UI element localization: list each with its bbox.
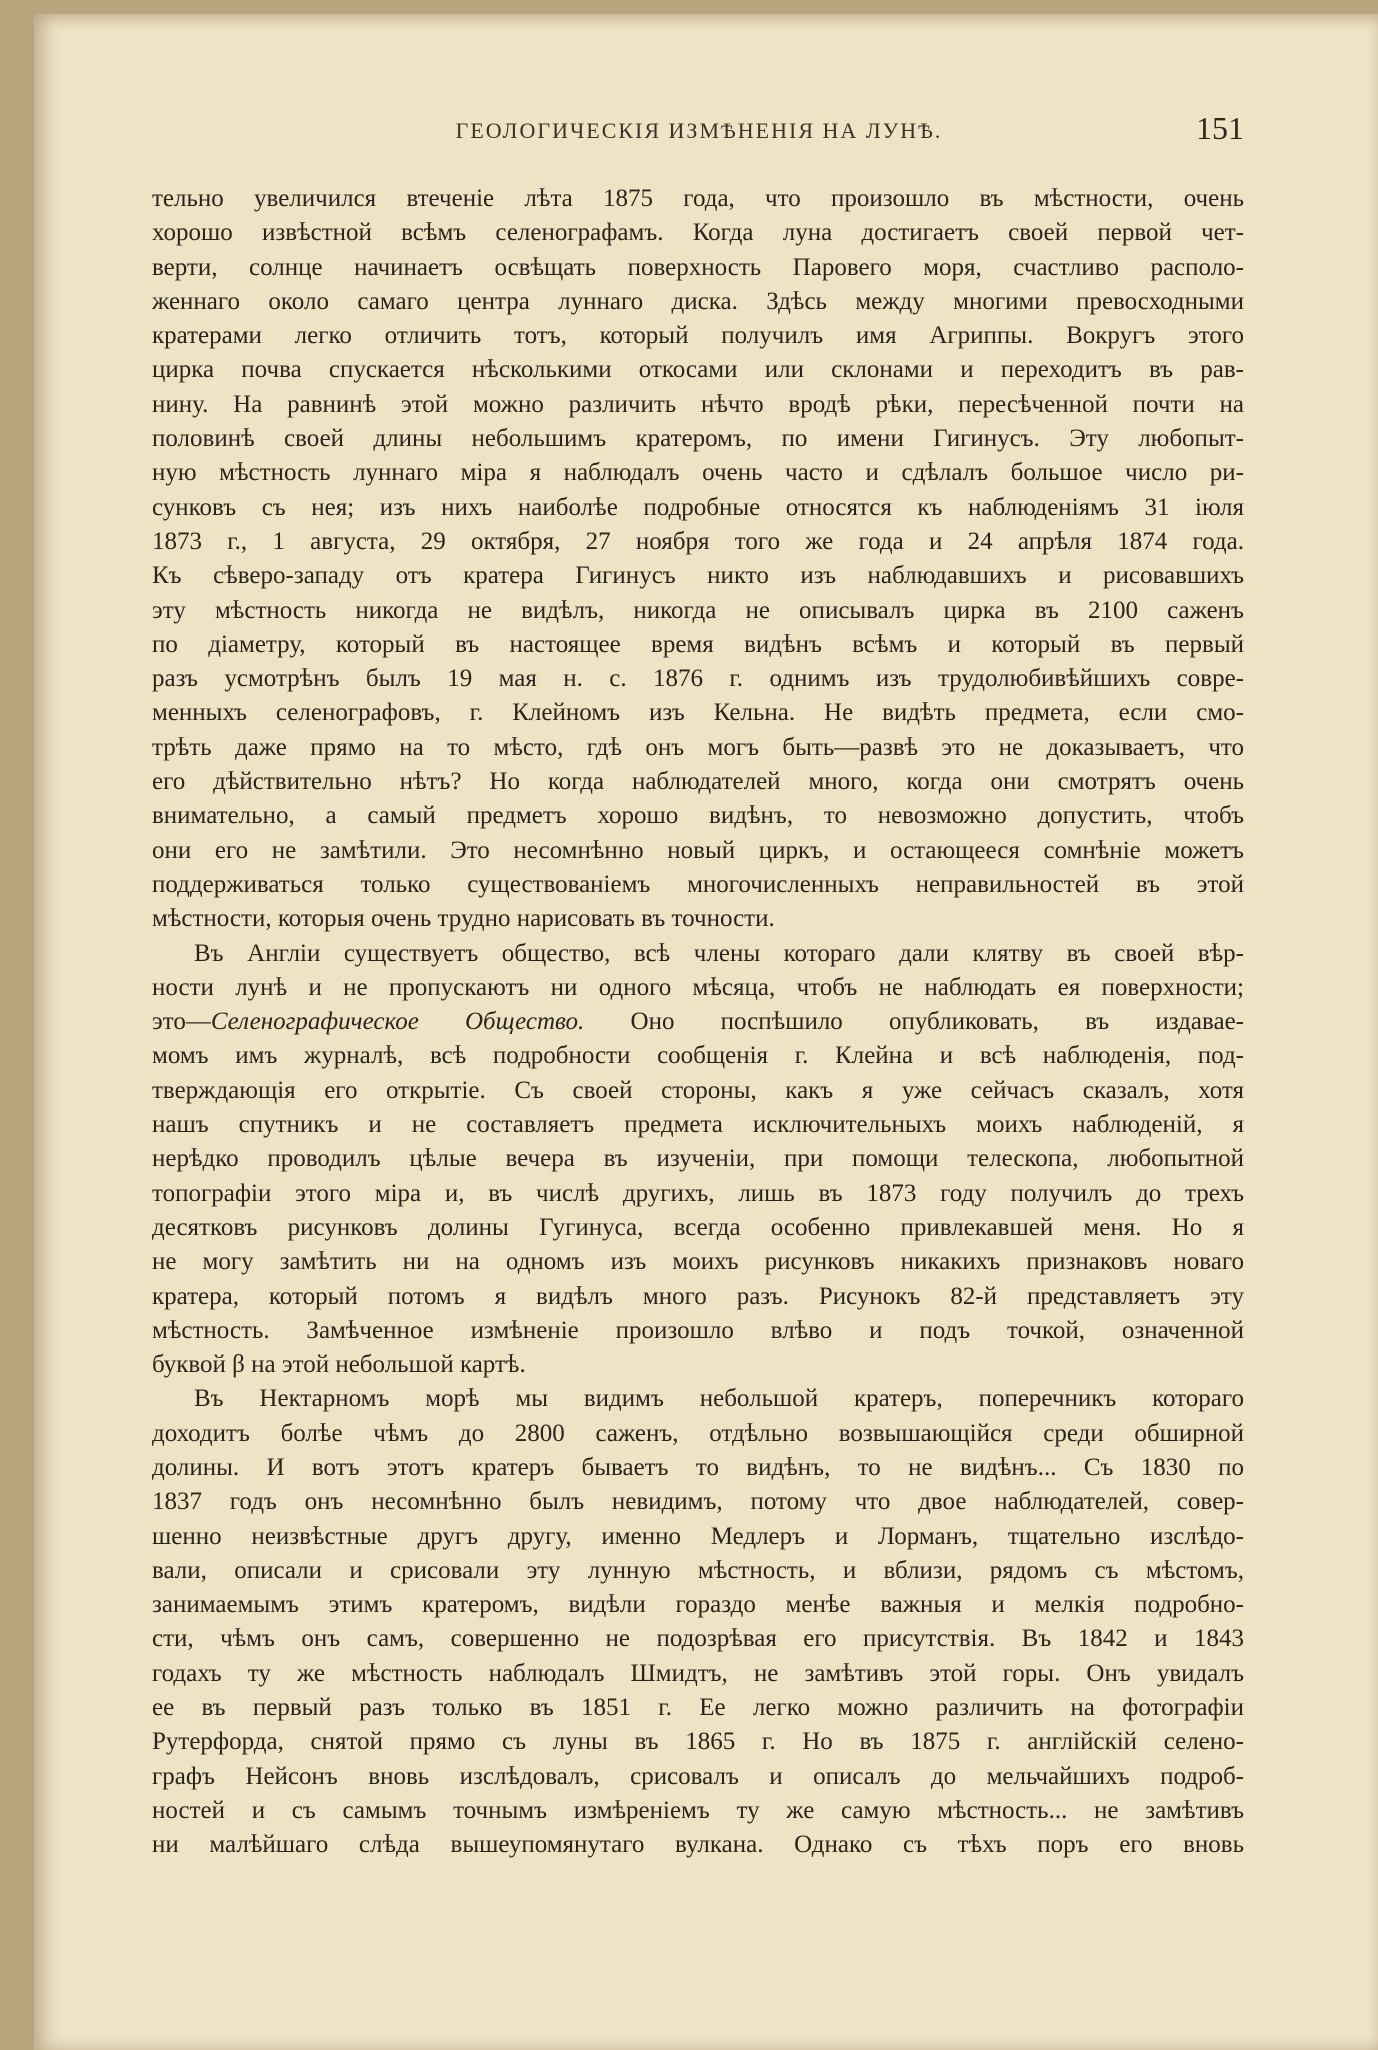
text-line — [152, 182, 1244, 216]
text-segment: половинѣ своей длины небольшимъ кратеромъ, по имени Гигинусъ. Эту любопыт- — [152, 425, 1244, 453]
text-line — [152, 1142, 1244, 1176]
text-line — [152, 1417, 1244, 1451]
text-segment: годахъ ту же мѣстность наблюдалъ Шмидтъ, не замѣтивъ этой горы. Онъ увидалъ — [152, 1659, 1244, 1687]
text-segment: кратерами легко отличить тотъ, который получилъ имя Агриппы. Вокругъ этого — [152, 322, 1244, 350]
text-segment: момъ имъ журналѣ, всѣ подробности сообщенія г. Клейна и всѣ наблюденія, под- — [152, 1042, 1244, 1070]
text-line — [152, 1005, 1244, 1039]
paragraph — [152, 182, 1244, 937]
text-line — [152, 1245, 1244, 1279]
text-segment: разъ усмотрѣнъ былъ 19 мая н. с. 1876 г. однимъ изъ трудолюбивѣйшихъ совре- — [152, 665, 1244, 693]
text-line — [152, 1485, 1244, 1519]
text-segment: сти, чѣмъ онъ самъ, совершенно не подозрѣвая его присутствія. Въ 1842 и 1843 — [152, 1625, 1244, 1653]
text-segment: нину. На равнинѣ этой можно различить нѣчто вродѣ рѣки, пересѣченной почти на — [152, 390, 1244, 418]
text-line — [152, 456, 1244, 490]
text-line — [152, 559, 1244, 593]
text-line — [152, 1760, 1244, 1794]
text-line — [152, 216, 1244, 250]
text-line — [152, 319, 1244, 353]
text-segment: по діаметру, который въ настоящее время видѣнъ всѣмъ и который въ первый — [152, 630, 1244, 658]
text-segment: мѣстность. Замѣченное измѣненіе произошло влѣво и подъ точкой, означенной — [152, 1316, 1244, 1344]
text-line — [152, 1828, 1244, 1862]
text-line — [152, 662, 1244, 696]
text-segment: 1837 годъ онъ несомнѣнно былъ невидимъ, потому что двое наблюдателей, совер- — [152, 1488, 1244, 1516]
text-line — [152, 1520, 1244, 1554]
text-segment: графъ Нейсонъ вновь изслѣдовалъ, срисовалъ и описалъ до мельчайшихъ подроб- — [152, 1762, 1244, 1790]
text-line — [152, 1074, 1244, 1108]
text-segment: трѣть даже прямо на то мѣсто, гдѣ онъ могъ быть—развѣ это не доказываетъ, что — [152, 733, 1244, 761]
text-line — [152, 971, 1244, 1005]
text-line — [152, 1314, 1244, 1348]
running-title: ГЕОЛОГИЧЕСКІЯ ИЗМѢНЕНІЯ НА ЛУНѢ. — [455, 118, 943, 143]
text-line — [152, 1794, 1244, 1828]
text-segment: мѣстности, которыя очень трудно нарисовать въ точности. — [152, 905, 775, 933]
text-segment: десятковъ рисунковъ долины Гугинуса, всегда особенно привлекавшей меня. Но я — [152, 1213, 1244, 1241]
text-segment: Селенографическое Общество. — [210, 1008, 585, 1036]
text-segment: это— — [152, 1008, 211, 1036]
text-segment: верти, солнце начинаетъ освѣщать поверхность Паровего моря, счастливо располо- — [152, 253, 1244, 281]
text-line — [152, 834, 1244, 868]
text-line — [152, 285, 1244, 319]
text-segment: хорошо извѣстной всѣмъ селенографамъ. Когда луна достигаетъ своей первой чет- — [152, 219, 1244, 247]
text-line — [152, 1451, 1244, 1485]
text-line — [152, 422, 1244, 456]
body-text — [152, 182, 1244, 1863]
text-segment: буквой β на этой небольшой картѣ. — [152, 1351, 526, 1379]
text-line — [152, 1588, 1244, 1622]
text-line — [152, 251, 1244, 285]
page-number: 151 — [1196, 110, 1244, 146]
text-segment: доходитъ болѣе чѣмъ до 2800 саженъ, отдѣльно возвышающійся среди обширной — [152, 1419, 1244, 1447]
text-segment: кратера, который потомъ я видѣлъ много разъ. Рисунокъ 82-й представляетъ эту — [152, 1282, 1244, 1310]
text-segment: долины. И вотъ этотъ кратеръ бываетъ то видѣнъ, то не видѣнъ... Съ 1830 по — [152, 1453, 1244, 1481]
text-line — [152, 1211, 1244, 1245]
text-line — [152, 1657, 1244, 1691]
text-line — [152, 1177, 1244, 1211]
text-segment: его дѣйствительно нѣтъ? Но когда наблюдателей много, когда они смотрятъ очень — [152, 768, 1244, 796]
text-segment: нашъ спутникъ и не составляетъ предмета исключительныхъ моихъ наблюденій, я — [152, 1111, 1244, 1139]
text-line — [152, 696, 1244, 730]
paragraph — [152, 937, 1244, 1383]
text-segment: менныхъ селенографовъ, г. Клейномъ изъ Кельна. Не видѣть предмета, если смо- — [152, 699, 1244, 727]
text-segment: тельно увеличился втеченіе лѣта 1875 года, что произошло въ мѣстности, очень — [152, 185, 1244, 212]
text-line — [152, 1691, 1244, 1725]
text-line — [152, 1725, 1244, 1759]
text-segment: они его не замѣтили. Это несомнѣнно новый циркъ, и остающееся сомнѣніе можетъ — [152, 836, 1244, 864]
text-line — [152, 765, 1244, 799]
text-segment: топографіи этого міра и, въ числѣ другихъ, лишь въ 1873 году получилъ до трехъ — [152, 1179, 1244, 1207]
text-line — [152, 799, 1244, 833]
text-segment: поддерживаться только существованіемъ многочисленныхъ неправильностей въ этой — [152, 870, 1244, 898]
text-segment: сунковъ съ нея; изъ нихъ наиболѣе подробные относятся къ наблюденіямъ 31 іюля — [152, 493, 1244, 521]
text-line — [152, 594, 1244, 628]
text-line — [152, 1280, 1244, 1314]
text-segment: Къ сѣверо-западу отъ кратера Гигинусъ никто изъ наблюдавшихъ и рисовавшихъ — [152, 562, 1244, 590]
book-page — [34, 14, 1378, 2050]
text-segment: не могу замѣтить ни на одномъ изъ моихъ рисунковъ никакихъ признаковъ новаго — [152, 1248, 1244, 1276]
text-line — [152, 1108, 1244, 1142]
text-segment: занимаемымъ этимъ кратеромъ, видѣли гораздо менѣе важныя и мелкія подробно- — [152, 1591, 1244, 1619]
text-segment: внимательно, а самый предметъ хорошо видѣнъ, то невозможно допустить, чтобъ — [152, 802, 1244, 830]
text-segment: Въ Нектарномъ морѣ мы видимъ небольшой кратеръ, поперечникъ котораго — [194, 1385, 1244, 1413]
text-segment: цирка почва спускается нѣсколькими откосами или склонами и переходитъ въ рав- — [152, 356, 1244, 384]
text-segment: ную мѣстность луннаго міра я наблюдалъ очень часто и сдѣлалъ большое число ри- — [152, 459, 1244, 487]
text-segment: женнаго около самаго центра луннаго диска. Здѣсь между многими превосходными — [152, 287, 1244, 315]
text-line — [152, 525, 1244, 559]
text-line — [152, 1622, 1244, 1656]
text-segment: ее въ первый разъ только въ 1851 г. Ее легко можно различить на фотографіи — [152, 1694, 1244, 1722]
page-header — [154, 110, 1244, 154]
text-line — [152, 388, 1244, 422]
text-segment: вали, описали и срисовали эту лунную мѣстность, и вблизи, рядомъ съ мѣстомъ, — [152, 1556, 1244, 1584]
text-segment: нерѣдко проводилъ цѣлые вечера въ изученіи, при помощи телескопа, любопытной — [152, 1145, 1244, 1173]
text-line — [152, 1039, 1244, 1073]
text-segment: Оно поспѣшило опубликовать, въ издавае- — [584, 1008, 1244, 1036]
text-line — [152, 731, 1244, 765]
text-segment: ни малѣйшаго слѣда вышеупомянутаго вулкана. Однако съ тѣхъ поръ его вновь — [152, 1831, 1244, 1859]
paragraph — [152, 1382, 1244, 1862]
text-segment: Въ Англіи существуетъ общество, всѣ члены котораго дали клятву въ своей вѣр- — [194, 939, 1244, 967]
text-line — [152, 902, 1244, 936]
text-segment: тверждающія его открытіе. Съ своей стороны, какъ я уже сейчасъ сказалъ, хотя — [152, 1076, 1244, 1104]
text-segment: шенно неизвѣстные другъ другу, именно Медлеръ и Лорманъ, тщательно изслѣдо- — [152, 1522, 1244, 1550]
text-segment: Рутерфорда, снятой прямо съ луны въ 1865 г. Но въ 1875 г. англійскій селено- — [152, 1728, 1244, 1756]
text-segment: 1873 г., 1 августа, 29 октября, 27 ноября того же года и 24 апрѣля 1874 года. — [152, 527, 1244, 555]
text-line — [152, 1554, 1244, 1588]
text-line — [152, 868, 1244, 902]
text-line — [152, 491, 1244, 525]
text-line — [152, 628, 1244, 662]
text-line — [152, 353, 1244, 387]
text-segment: эту мѣстность никогда не видѣлъ, никогда не описывалъ цирка въ 2100 саженъ — [152, 596, 1244, 624]
text-line — [152, 1382, 1244, 1416]
text-segment: ности лунѣ и не пропускаютъ ни одного мѣсяца, чтобъ не наблюдать ея поверхности; — [152, 973, 1244, 1001]
text-line — [152, 937, 1244, 971]
text-segment: ностей и съ самымъ точнымъ измѣреніемъ ту же самую мѣстность... не замѣтивъ — [152, 1796, 1244, 1824]
text-line — [152, 1348, 1244, 1382]
